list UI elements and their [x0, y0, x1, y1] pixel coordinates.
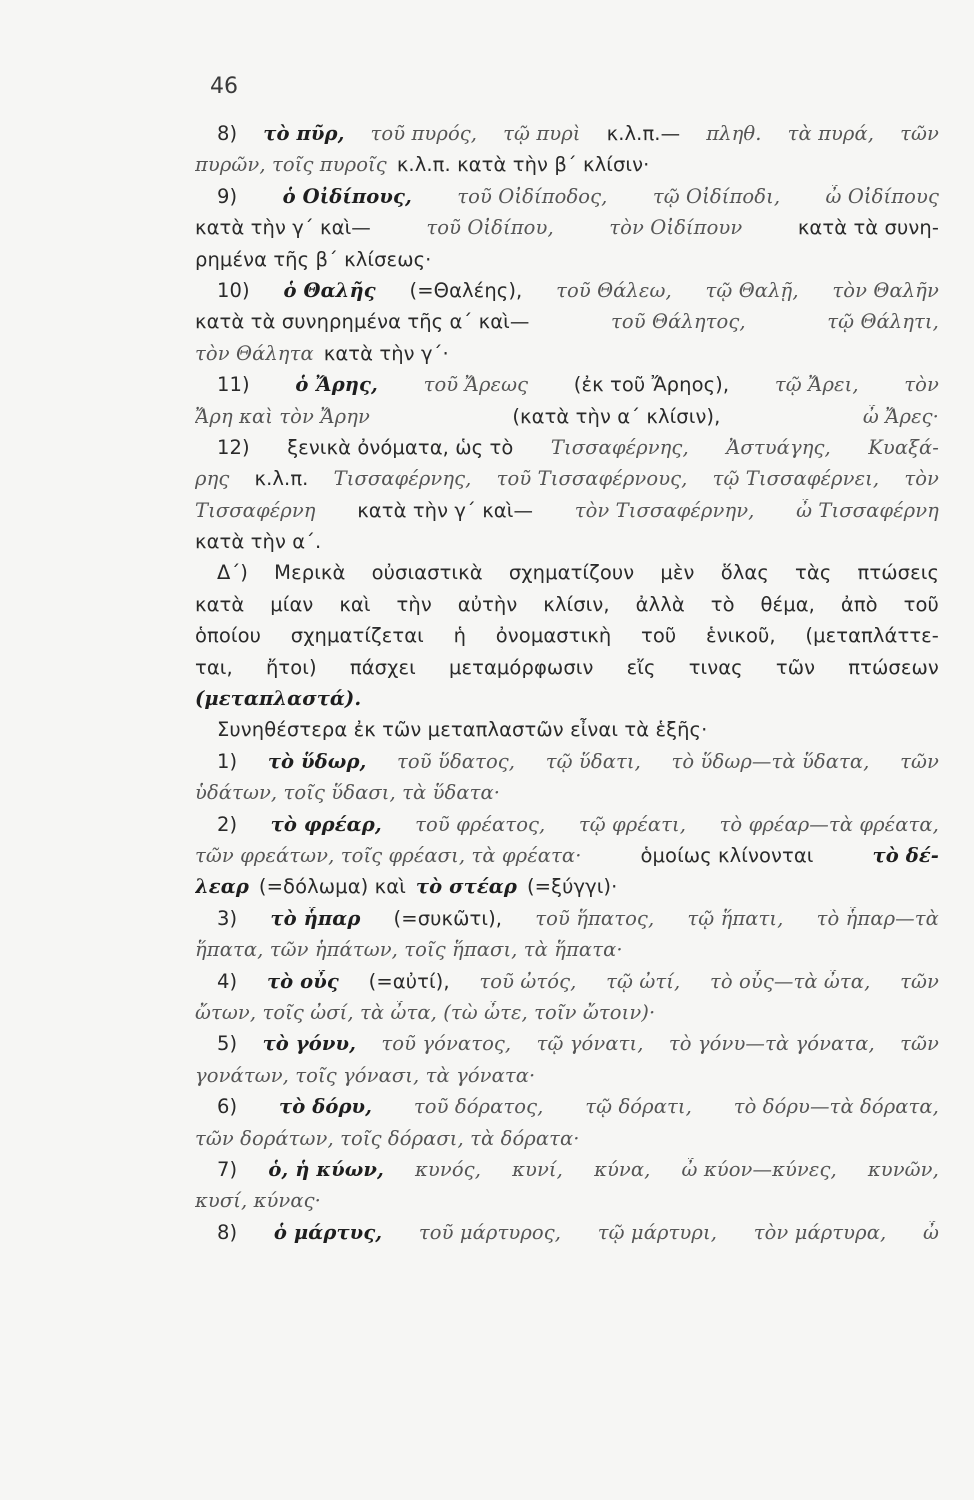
inflected-form: τῶν φρεάτων, τοῖς φρέασι, τὰ φρέατα· [195, 843, 582, 867]
text-segment: 1) [217, 749, 238, 773]
text-line [195, 593, 939, 624]
text-segment: αὐτὴν [457, 592, 518, 616]
text-line [195, 813, 939, 844]
text-segment: μὲν [660, 561, 695, 585]
inflected-form: ὑδάτων, τοῖς ὕδασι, τὰ ὕδατα· [195, 781, 501, 805]
headword: τὸ πῦρ, [263, 122, 345, 145]
inflected-form: τὸν μάρτυρα, [753, 1220, 887, 1244]
text-line [195, 1189, 939, 1220]
text-segment: κατὰ τὰ συνη- [797, 216, 939, 240]
text-segment: κατὰ [195, 592, 245, 616]
headword: τὸ οὖς [266, 969, 339, 993]
text-line [195, 1127, 939, 1158]
text-line [195, 310, 939, 341]
text-line [195, 216, 939, 247]
inflected-form: κυνός, [415, 1157, 481, 1181]
inflected-form: Τισσαφέρνης, [550, 435, 689, 459]
text-line [195, 499, 939, 530]
inflected-form: τοῦ Ἄρεως [423, 373, 529, 397]
text-segment: μεταμόρφωσιν [448, 655, 594, 679]
text-segment: 12) [217, 435, 250, 459]
headword: τὸ στέαρ [415, 875, 517, 899]
text-line [195, 1064, 939, 1095]
inflected-form: τὸν Θαλῆν [832, 278, 939, 302]
inflected-form: ρης [195, 467, 230, 491]
headword: τὸ δέ- [872, 843, 939, 867]
text-segment: τοῦ [903, 592, 939, 616]
inflected-form: κύνα, [594, 1157, 651, 1181]
inflected-form: τῷ φρέατι, [578, 812, 687, 836]
inflected-form: τοῦ Θάλητος, [611, 310, 746, 334]
text-segment: 4) [217, 969, 238, 993]
page-number: 46 [210, 74, 238, 99]
text-segment: πτώσεις [857, 561, 939, 585]
text-segment: κλίσιν, [543, 592, 610, 616]
text-line [195, 875, 939, 906]
text-segment: κατὰ τὰ συνηρημένα τῆς α΄ καὶ— [195, 310, 530, 334]
inflected-form: ὤτων, τοῖς ὠσί, τὰ ὦτα, (τὼ ὦτε, τοῖν ὤτοιν)· [195, 1000, 656, 1024]
text-segment: καὶ [339, 592, 371, 616]
headword: τὸ ἧπαρ [270, 906, 361, 930]
inflected-form: τῶν [900, 1032, 939, 1056]
text-segment: τὸ [710, 592, 735, 616]
text-segment: Συνηθέστερα ἐκ τῶν μεταπλαστῶν εἶναι τὰ ἑξῆς· [217, 718, 708, 742]
inflected-form: Τισσαφέρνη [195, 498, 316, 522]
inflected-form: τὸν Τισσαφέρνην, [574, 498, 755, 522]
inflected-form: κυσί, κύνας· [195, 1189, 321, 1213]
text-line [195, 750, 939, 781]
inflected-form: τὸ οὖς—τὰ ὦτα, [710, 969, 871, 993]
text-segment: κατὰ τὴν γ΄ καὶ— [195, 216, 371, 240]
inflected-form: τοῦ Οἰδίπου, [426, 216, 554, 240]
text-segment: κ.λ.π.— [606, 122, 681, 145]
inflected-form: τοῦ μάρτυρος, [418, 1220, 562, 1244]
text-segment: σχηματίζεται [290, 624, 424, 648]
text-segment: Δ΄) [217, 561, 248, 585]
text-segment: (=αὐτί), [368, 969, 450, 993]
text-line [195, 185, 939, 216]
text-line [195, 1001, 939, 1032]
text-segment: τοῦ [641, 624, 677, 648]
inflected-form: τὸν [904, 467, 939, 491]
text-segment: τὴν [396, 592, 432, 616]
text-line [195, 342, 939, 373]
headword: ὁ μάρτυς, [273, 1220, 383, 1244]
inflected-form: τοῦ φρέατος, [415, 812, 546, 836]
text-segment: ὁμοίως κλίνονται [640, 843, 814, 867]
inflected-form: τοῦ ὕδατος, [397, 749, 516, 773]
text-segment: (=συκῶτι), [393, 906, 503, 930]
text-segment: 9) [217, 184, 238, 208]
text-segment: 8) [217, 1220, 238, 1244]
text-segment: 3) [217, 906, 238, 930]
headword: τὸ γόνυ, [262, 1032, 357, 1056]
inflected-form: Κυαξά- [868, 435, 939, 459]
text-segment: πτώσεων [848, 655, 939, 679]
text-segment: ὅλας [720, 561, 769, 585]
text-segment: ξενικὰ ὀνόματα, ὡς τὸ [287, 435, 514, 459]
headword: (μεταπλαστά). [195, 687, 362, 711]
text-line [195, 153, 939, 184]
text-line [195, 1095, 939, 1126]
inflected-form: τῶν [900, 122, 939, 145]
inflected-form: τοῦ Θάλεω, [556, 278, 672, 302]
text-segment: κ.λ.π. κατὰ τὴν β΄ κλίσιν· [396, 153, 650, 177]
text-segment: σχηματίζουν [508, 561, 635, 585]
inflected-form: τῶν δοράτων, τοῖς δόρασι, τὰ δόρατα· [195, 1126, 580, 1150]
inflected-form: τοῦ πυρός, [370, 122, 478, 145]
headword: ὁ Οἰδίπους, [282, 184, 412, 208]
inflected-form: τῷ μάρτυρι, [597, 1220, 717, 1244]
text-segment: θέμα, [760, 592, 815, 616]
inflected-form: τῷ ἥπατι, [687, 906, 784, 930]
text-line [195, 279, 939, 310]
inflected-form: ὦ [922, 1220, 939, 1244]
inflected-form: τὸν Θάλητα [195, 341, 314, 365]
inflected-form: Ἀστυάγης, [726, 435, 831, 459]
headword: τὸ δόρυ, [279, 1095, 373, 1119]
inflected-form: τῷ Θάλητι, [827, 310, 939, 334]
inflected-form: τῷ Οἰδίποδι, [652, 184, 781, 208]
headword: ὁ Θαλῆς [283, 278, 376, 302]
text-line [195, 1158, 939, 1189]
text-line [195, 467, 939, 498]
inflected-form: Ἄρη καὶ τὸν Ἄρην [195, 404, 370, 428]
inflected-form: πληθ. [706, 122, 762, 145]
inflected-form: Τισσαφέρνης, [333, 467, 472, 491]
inflected-form: τὸ ὕδωρ—τὰ ὕδατα, [671, 749, 870, 773]
text-line [195, 436, 939, 467]
text-segment: ἑνικοῦ, [706, 624, 776, 648]
text-line [195, 561, 939, 592]
inflected-form: τῷ γόνατι, [536, 1032, 644, 1056]
inflected-form: τῷ πυρὶ [503, 122, 581, 145]
inflected-form: ἥπατα, τῶν ἡπάτων, τοῖς ἥπασι, τὰ ἥπατα· [195, 938, 623, 962]
text-line [195, 970, 939, 1001]
text-segment: (ἐκ τοῦ Ἄρηος), [573, 373, 730, 397]
text-segment: ἤτοι) [265, 655, 317, 679]
text-segment: τινας [688, 655, 743, 679]
text-segment: ται, [195, 655, 233, 679]
text-segment: 7) [217, 1157, 238, 1181]
text-segment: 5) [217, 1032, 238, 1056]
headword: ὁ Ἄρης, [295, 373, 378, 397]
inflected-form: τῶν [900, 749, 939, 773]
text-segment: 10) [217, 278, 250, 302]
inflected-form: κυνί, [512, 1157, 563, 1181]
text-segment: ἡ [453, 624, 467, 648]
text-line [195, 405, 939, 436]
inflected-form: ὦ Τισσαφέρνη [796, 498, 939, 522]
inflected-form: τὸν [904, 373, 939, 397]
text-segment: 8) [217, 122, 238, 145]
text-segment: πάσχει [349, 655, 416, 679]
text-segment: τῶν [775, 655, 816, 679]
text-segment: ἀπὸ [840, 592, 878, 616]
inflected-form: τοῦ Οἰδίποδος, [457, 184, 608, 208]
inflected-form: τῶν [900, 969, 939, 993]
text-segment: τὰς [795, 561, 832, 585]
inflected-form: κυνῶν, [867, 1157, 939, 1181]
inflected-form: τῷ ὠτί, [606, 969, 681, 993]
text-segment: (μεταπλάττε- [805, 624, 939, 648]
text-segment: (=δόλωμα) καὶ [258, 875, 406, 899]
text-line [195, 687, 939, 718]
text-line [195, 844, 939, 875]
text-line [195, 718, 939, 749]
headword: λεαρ [195, 875, 249, 899]
inflected-form: ὦ Ἄρες· [862, 404, 939, 428]
text-line [195, 656, 939, 687]
text-segment: ὀνομαστικὴ [495, 624, 612, 648]
text-line [195, 1221, 939, 1252]
text-line [195, 248, 939, 279]
text-line [195, 907, 939, 938]
text-segment: μίαν [270, 592, 314, 616]
text-segment: οὐσιαστικὰ [371, 561, 483, 585]
text-segment: κατὰ τὴν γ΄· [323, 341, 449, 365]
page-body-text [195, 122, 939, 1252]
headword: τὸ φρέαρ, [270, 812, 382, 836]
inflected-form: τοῦ δόρατος, [413, 1095, 544, 1119]
text-segment: εἴς [626, 655, 656, 679]
text-segment: κατὰ τὴν γ΄ καὶ— [357, 498, 534, 522]
inflected-form: τοῦ γόνατος, [381, 1032, 512, 1056]
text-segment: κατὰ τὴν α΄. [195, 530, 322, 554]
inflected-form: τοῦ Τισσαφέρνους, [496, 467, 688, 491]
text-segment: κ.λ.π. [254, 467, 309, 491]
text-segment: ρημένα τῆς β΄ κλίσεως· [195, 247, 432, 271]
inflected-form: τὸ ἧπαρ—τὰ [816, 906, 939, 930]
text-line [195, 624, 939, 655]
text-line [195, 938, 939, 969]
text-segment: ἀλλὰ [635, 592, 685, 616]
text-segment: ὁποίου [195, 624, 262, 648]
inflected-form: πυρῶν, τοῖς πυροῖς [195, 153, 387, 177]
text-segment: (=ξύγγι)· [526, 875, 618, 899]
inflected-form: τὸν Οἰδίπουν [609, 216, 743, 240]
inflected-form: ὦ Οἰδίπους [825, 184, 939, 208]
text-line [195, 373, 939, 404]
text-line [195, 122, 939, 153]
inflected-form: γονάτων, τοῖς γόνασι, τὰ γόνατα· [195, 1063, 536, 1087]
text-segment: (=Θαλέης), [409, 278, 523, 302]
text-segment: (κατὰ τὴν α΄ κλίσιν), [512, 404, 721, 428]
inflected-form: τοῦ ὠτός, [479, 969, 577, 993]
text-segment: 2) [217, 812, 238, 836]
inflected-form: τῷ ὕδατι, [545, 749, 641, 773]
inflected-form: τῷ Τισσαφέρνει, [712, 467, 880, 491]
headword: ὁ, ἡ κύων, [268, 1157, 384, 1181]
text-line [195, 781, 939, 812]
inflected-form: τοῦ ἥπατος, [535, 906, 655, 930]
inflected-form: τὸ φρέαρ—τὰ φρέατα, [719, 812, 939, 836]
inflected-form: τὰ πυρά, [787, 122, 875, 145]
headword: τὸ ὕδωρ, [267, 749, 367, 773]
inflected-form: τῷ Ἄρει, [774, 373, 859, 397]
text-line [195, 1032, 939, 1063]
inflected-form: τῷ δόρατι, [585, 1095, 692, 1119]
text-segment: Μερικὰ [274, 561, 346, 585]
inflected-form: τὸ δόρυ—τὰ δόρατα, [733, 1095, 939, 1119]
inflected-form: τῷ Θαλῇ, [705, 278, 799, 302]
inflected-form: τὸ γόνυ—τὰ γόνατα, [668, 1032, 875, 1056]
text-segment: 6) [217, 1095, 238, 1119]
text-segment: 11) [217, 373, 250, 397]
inflected-form: ὦ κύον—κύνες, [681, 1157, 837, 1181]
text-line [195, 530, 939, 561]
